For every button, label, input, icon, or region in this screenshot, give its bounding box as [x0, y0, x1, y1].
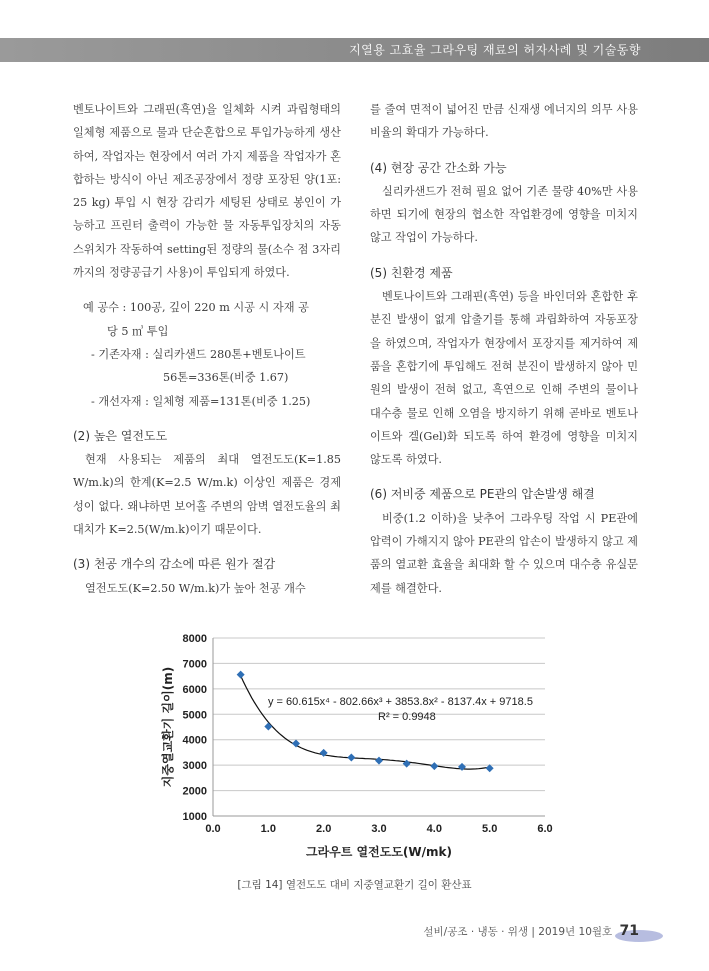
paragraph: 벤토나이트와 그래핀(흑연) 등을 바인더와 혼합한 후 분진 발생이 없게 압출기를 통해 과립화하여 자동포장을 하였으며, 작업자가 현장에서 포장지를 제거하여 제품을 혼합기에 투입해도 전혀 분진이 발생하지 않아 민원의 발생이 전혀 없고, 흑연으로 인해 주변의 물이나 대수층 물로 인해 오염을 방지하기 위해 곧바로 벤토나이트와 겔(Gel)화 되도록 하여 환경에 영향을 미치지 않도록 하였다. [370, 290, 638, 467]
y-tick-label: 3000 [182, 760, 207, 773]
data-point [403, 760, 411, 768]
left-column [73, 98, 341, 600]
paragraph: 벤토나이트와 그래핀(흑연)을 일체화 시켜 과립형태의 일체형 제품으로 물과 단순혼합으로 투입가능하게 생산하여, 작업자는 현장에서 여러 가지 제품을 작업자가 혼합하는 방식이 아닌 제조공장에서 정량 포장된 양(1포: 25 kg) 투입 시 현장 감리가 세팅된 상태로 봉인이 가능하고 프린터 출력이 가능한 물 자동투입장치의 자동스위치가 작동하여 setting된 정량의 물(소수 점 3자리까지의 정량공급기 사용)이 투입되게 하였다. [73, 103, 341, 280]
paragraph: 열전도도(K=2.50 W/m.k)가 높아 천공 개수 [85, 581, 306, 595]
data-point [237, 671, 245, 679]
section-heading: (2) 높은 열전도도 [73, 428, 168, 443]
section-heading: (5) 친환경 제품 [370, 265, 453, 280]
example-line: - 기존자재 : 실리카샌드 280톤+벤토나이트 [91, 347, 306, 361]
figure-caption: [그림 14] 열전도도 대비 지중열교환기 길이 환산표 [237, 879, 472, 891]
trend-equation: y = 60.615x⁴ - 802.66x³ + 3853.8x² - 8137.4x + 9718.5 [268, 696, 533, 708]
x-tick-label: 2.0 [316, 823, 332, 835]
data-point [430, 762, 438, 770]
trendline [241, 676, 490, 769]
y-tick-label: 6000 [182, 683, 207, 696]
paragraph: 를 줄여 면적이 넓어진 만큼 신재생 에너지의 의무 사용비율의 확대가 가능하다. [370, 103, 638, 140]
x-tick-label: 6.0 [537, 823, 553, 835]
example-line: - 개선자재 : 일체형 제품=131톤(비중 1.25) [91, 394, 311, 408]
section-heading: (4) 현장 공간 간소화 가능 [370, 160, 507, 175]
data-point [347, 754, 355, 762]
chart [150, 628, 570, 868]
example-line: 예 공수 : 100공, 깊이 220 m 시공 시 자재 공 [83, 301, 309, 315]
page-number: 71 [619, 923, 639, 939]
x-axis-label: 그라우트 열전도도(W/mk) [306, 845, 452, 859]
x-tick-label: 1.0 [260, 823, 276, 835]
x-tick-label: 5.0 [482, 823, 498, 835]
y-axis-label: 지중열교환기 길이(m) [161, 666, 175, 788]
right-column [370, 98, 638, 600]
footer-text: 설비/공조 · 냉동 · 위생 | 2019년 10월호 [423, 926, 613, 938]
chart-svg [150, 628, 570, 868]
y-tick-label: 1000 [182, 811, 207, 823]
y-tick-label: 7000 [182, 658, 207, 671]
y-tick-label: 5000 [182, 709, 207, 722]
paragraph: 비중(1.2 이하)을 낮추어 그라우팅 작업 시 PE관에 압력이 가해지지 않아 PE관의 압손이 발생하지 않고 제품의 열교환 효율을 최대화 할 수 있으며 대수층 유실문제를 해결한다. [370, 511, 638, 595]
data-point [264, 722, 272, 730]
example-line: 56톤=336톤(비중 1.67) [163, 371, 289, 385]
r-squared: R² = 0.9948 [378, 711, 436, 723]
example-line: 당 5 ㎥ 투입 [107, 324, 169, 338]
paragraph: 현재 사용되는 제품의 최대 열전도도(K=1.85 W/m.k)의 한계(K=2.5 W/m.k) 이상인 제품은 경제성이 없다. 왜냐하면 보어홀 주변의 암벽 열전도율의 최대치가 K=2.5(W/m.k)이기 때문이다. [73, 453, 341, 537]
y-tick-label: 8000 [182, 633, 207, 645]
x-tick-label: 3.0 [371, 823, 387, 835]
data-point [375, 757, 383, 765]
y-tick-label: 2000 [182, 785, 207, 798]
section-heading: (3) 천공 개수의 감소에 따른 원가 절감 [73, 557, 276, 572]
section-heading: (6) 저비중 제품으로 PE관의 압손발생 해결 [370, 487, 595, 502]
data-point [458, 763, 466, 771]
paragraph: 실리카샌드가 전혀 필요 없어 기존 물량 40%만 사용하면 되기에 현장의 협소한 작업환경에 영향을 미치지 않고 작업이 가능하다. [370, 184, 638, 245]
x-tick-label: 4.0 [426, 823, 442, 835]
header-title: 지열용 고효율 그라우팅 재료의 허자사례 및 기술동향 [349, 43, 641, 57]
header-bar [0, 38, 709, 62]
y-tick-label: 4000 [182, 734, 207, 747]
x-tick-label: 0.0 [205, 823, 221, 835]
footer [423, 923, 639, 939]
